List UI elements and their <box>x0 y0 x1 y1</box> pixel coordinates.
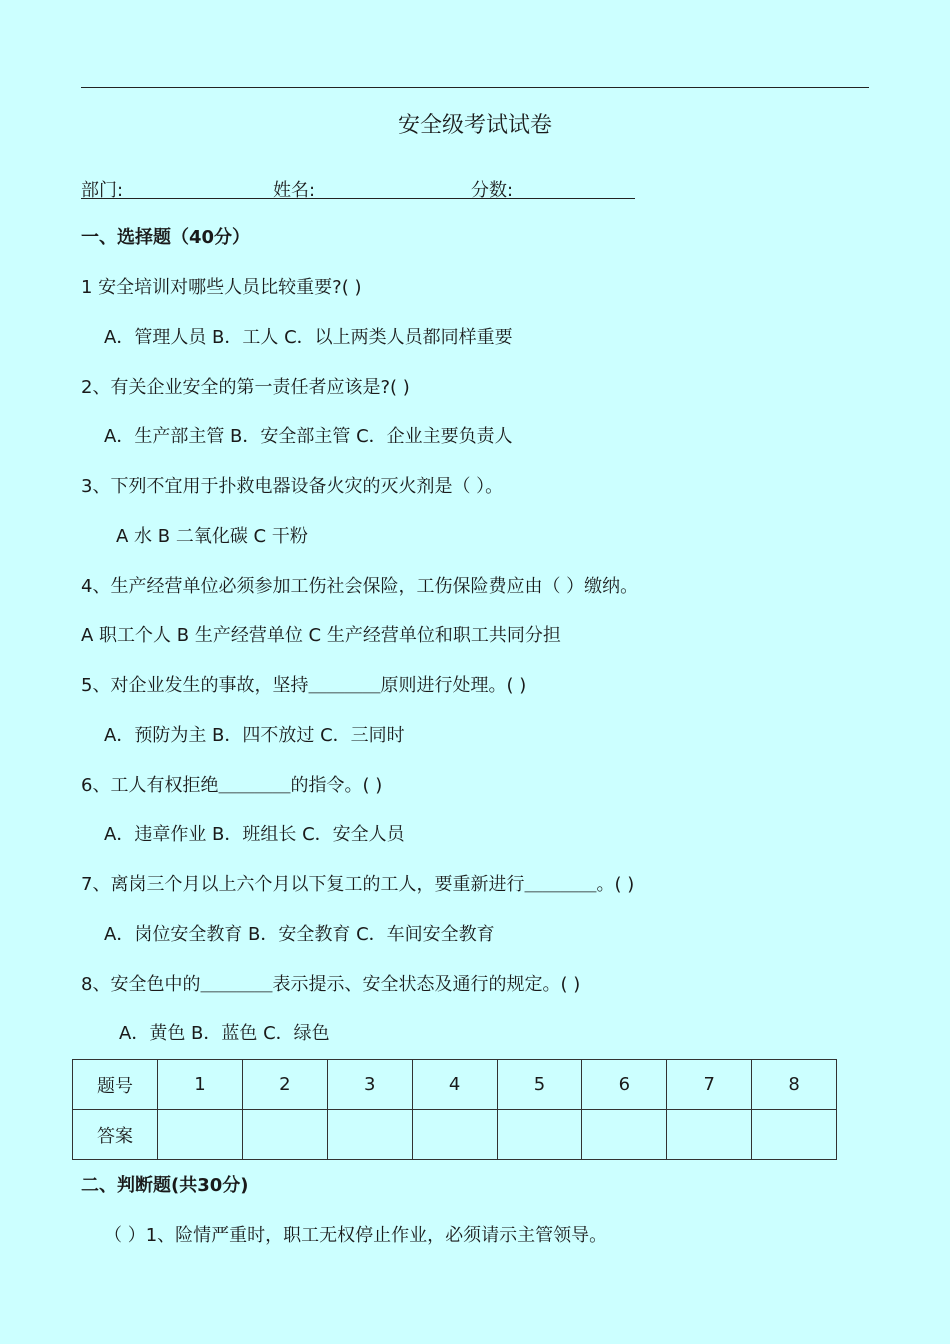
question-1-options: A．管理人员 B．工人 C．以上两类人员都同样重要 <box>104 327 513 348</box>
info-underline <box>81 198 635 199</box>
answer-cell[interactable] <box>667 1110 752 1160</box>
info-row <box>81 176 641 200</box>
section1-heading: 一、选择题（40分） <box>81 227 251 248</box>
answer-cell[interactable] <box>582 1110 667 1160</box>
answer-table-number-row <box>73 1060 837 1110</box>
page-title: 安全级考试试卷 <box>397 113 552 138</box>
question-2-options: A．生产部主管 B．安全部主管 C．企业主要负责人 <box>104 426 513 447</box>
question-7-options: A．岗位安全教育 B．安全教育 C．车间安全教育 <box>104 924 495 945</box>
question-8: 8、安全色中的＿＿＿＿表示提示、安全状态及通行的规定。( ) <box>81 974 581 995</box>
question-3-options: A 水 B 二氧化碳 C 干粉 <box>116 526 308 547</box>
question-4-options: A 职工个人 B 生产经营单位 C 生产经营单位和职工共同分担 <box>81 625 561 646</box>
answer-table <box>72 1059 837 1160</box>
question-3: 3、下列不宜用于扑救电器设备火灾的灭火剂是（ ）。 <box>81 476 504 497</box>
question-8-options: A．黄色 B．蓝色 C．绿色 <box>119 1023 330 1044</box>
answer-cell[interactable] <box>242 1110 327 1160</box>
answer-row-label: 答案 <box>73 1110 158 1160</box>
answer-cell[interactable] <box>752 1110 837 1160</box>
question-5: 5、对企业发生的事故，坚持＿＿＿＿原则进行处理。( ) <box>81 675 527 696</box>
department-label: 部门: <box>81 180 124 201</box>
question-4: 4、生产经营单位必须参加工伤社会保险，工伤保险费应由（ ）缴纳。 <box>81 576 639 597</box>
number-cell: 6 <box>582 1060 667 1110</box>
answer-cell[interactable] <box>158 1110 243 1160</box>
question-7: 7、离岗三个月以上六个月以下复工的工人，要重新进行＿＿＿＿。( ) <box>81 874 635 895</box>
answer-cell[interactable] <box>412 1110 497 1160</box>
question-6: 6、工人有权拒绝＿＿＿＿的指令。( ) <box>81 775 383 796</box>
number-cell: 5 <box>497 1060 582 1110</box>
number-cell: 8 <box>752 1060 837 1110</box>
score-label: 分数: <box>471 180 514 201</box>
section2-heading: 二、判断题(共30分) <box>81 1175 249 1196</box>
number-cell: 1 <box>158 1060 243 1110</box>
answer-cell[interactable] <box>497 1110 582 1160</box>
name-label: 姓名: <box>273 180 316 201</box>
number-cell: 3 <box>327 1060 412 1110</box>
judgement-item-1: （ ）1、险情严重时，职工无权停止作业，必须请示主管领导。 <box>104 1225 608 1246</box>
top-rule <box>81 87 869 88</box>
answer-cell[interactable] <box>327 1110 412 1160</box>
number-cell: 7 <box>667 1060 752 1110</box>
number-row-label: 题号 <box>73 1060 158 1110</box>
question-5-options: A．预防为主 B．四不放过 C．三同时 <box>104 725 405 746</box>
answer-table-answer-row <box>73 1110 837 1160</box>
question-2: 2、有关企业安全的第一责任者应该是?( ) <box>81 377 410 398</box>
question-1: 1 安全培训对哪些人员比较重要?( ) <box>81 277 362 298</box>
number-cell: 2 <box>242 1060 327 1110</box>
number-cell: 4 <box>412 1060 497 1110</box>
question-6-options: A．违章作业 B．班组长 C．安全人员 <box>104 824 405 845</box>
